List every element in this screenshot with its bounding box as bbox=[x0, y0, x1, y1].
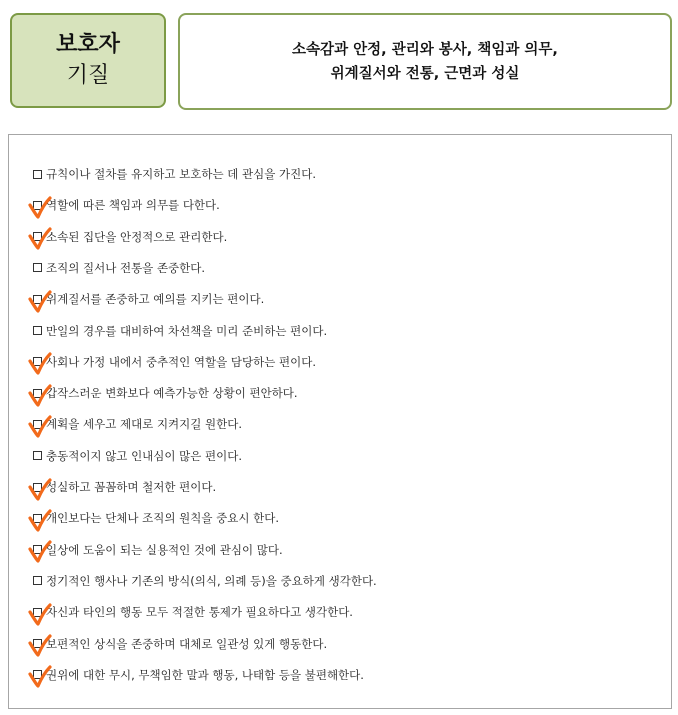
checklist-item[interactable] bbox=[33, 634, 327, 654]
checklist-item-label: 조직의 질서나 전통을 존중한다. bbox=[46, 260, 206, 275]
checklist-item-label: 권위에 대한 무시, 무책임한 말과 행동, 나태함 등을 불편해한다. bbox=[46, 667, 364, 682]
checkbox[interactable] bbox=[33, 608, 42, 617]
checklist-item[interactable] bbox=[33, 352, 316, 372]
checkbox[interactable] bbox=[33, 295, 42, 304]
checklist-item[interactable] bbox=[33, 289, 264, 309]
checklist-item-label: 충동적이지 않고 인내심이 많은 편이다. bbox=[46, 448, 243, 463]
checklist-item[interactable] bbox=[33, 446, 242, 466]
checklist-item[interactable] bbox=[33, 540, 283, 560]
checkbox[interactable] bbox=[33, 201, 42, 210]
checkbox[interactable] bbox=[33, 451, 42, 460]
checkbox[interactable] bbox=[33, 514, 42, 523]
checklist-item-label: 정기적인 행사나 기존의 방식(의식, 의례 등)을 중요하게 생각한다. bbox=[46, 573, 377, 588]
checklist-item[interactable] bbox=[33, 383, 298, 403]
checkbox[interactable] bbox=[33, 357, 42, 366]
checkbox[interactable] bbox=[33, 232, 42, 241]
checkbox[interactable] bbox=[33, 670, 42, 679]
checklist-item[interactable] bbox=[33, 321, 327, 341]
checkbox[interactable] bbox=[33, 576, 42, 585]
checklist-item-label: 성실하고 꼼꼼하며 철저한 편이다. bbox=[46, 480, 217, 494]
checklist-item-label: 보편적인 상식을 존중하며 대체로 일관성 있게 행동한다. bbox=[46, 636, 328, 651]
checklist-item[interactable] bbox=[33, 602, 353, 622]
checklist-item-label: 갑작스러운 변화보다 예측가능한 상황이 편안하다. bbox=[46, 386, 298, 401]
checklist-item-label: 사회나 가정 내에서 중추적인 역할을 담당하는 편이다. bbox=[46, 354, 316, 369]
temperament-title: 보호자 bbox=[56, 31, 120, 57]
checkbox[interactable] bbox=[33, 263, 42, 272]
temperament-title-box bbox=[10, 13, 166, 108]
checklist-item[interactable] bbox=[33, 258, 205, 278]
traits-summary-box bbox=[178, 13, 672, 110]
checklist-item-label: 자신과 타인의 행동 모두 적절한 통제가 필요하다고 생각한다. bbox=[46, 605, 353, 620]
checklist-item[interactable] bbox=[33, 414, 242, 434]
checklist-item[interactable] bbox=[33, 665, 364, 685]
checklist-item[interactable] bbox=[33, 195, 220, 215]
checklist-item-label: 일상에 도움이 되는 실용적인 것에 관심이 많다. bbox=[46, 542, 283, 557]
checkbox[interactable] bbox=[33, 170, 42, 179]
checklist-item[interactable] bbox=[33, 477, 216, 497]
checkbox[interactable] bbox=[33, 389, 42, 398]
checklist-panel bbox=[8, 134, 672, 709]
checkbox[interactable] bbox=[33, 545, 42, 554]
checklist-item[interactable] bbox=[33, 227, 227, 247]
checkbox[interactable] bbox=[33, 420, 42, 429]
checklist-item[interactable] bbox=[33, 508, 279, 528]
checkbox[interactable] bbox=[33, 639, 42, 648]
traits-line-1: 소속감과 안정, 관리와 봉사, 책임과 의무, bbox=[292, 41, 558, 58]
checklist-item-label: 역할에 따른 책임과 의무를 다한다. bbox=[46, 198, 220, 213]
checklist-item-label: 계획을 세우고 제대로 지켜지길 원한다. bbox=[46, 417, 243, 432]
checklist-item-label: 소속된 집단을 안정적으로 관리한다. bbox=[46, 229, 228, 244]
checklist-item[interactable] bbox=[33, 164, 316, 184]
checkbox[interactable] bbox=[33, 326, 42, 335]
checklist-item[interactable] bbox=[33, 571, 377, 591]
checklist-item-label: 위계질서를 존중하고 예의를 지키는 편이다. bbox=[46, 292, 265, 307]
checklist-item-label: 만일의 경우를 대비하여 차선책을 미리 준비하는 편이다. bbox=[46, 323, 328, 338]
traits-line-2: 위계질서와 전통, 근면과 성실 bbox=[330, 65, 520, 82]
checklist-item-label: 개인보다는 단체나 조직의 원칙을 중요시 한다. bbox=[46, 511, 280, 526]
temperament-subtitle: 기질 bbox=[66, 62, 110, 88]
checkbox[interactable] bbox=[33, 483, 42, 492]
checklist-item-label: 규칙이나 절차를 유지하고 보호하는 데 관심을 가진다. bbox=[46, 167, 316, 181]
